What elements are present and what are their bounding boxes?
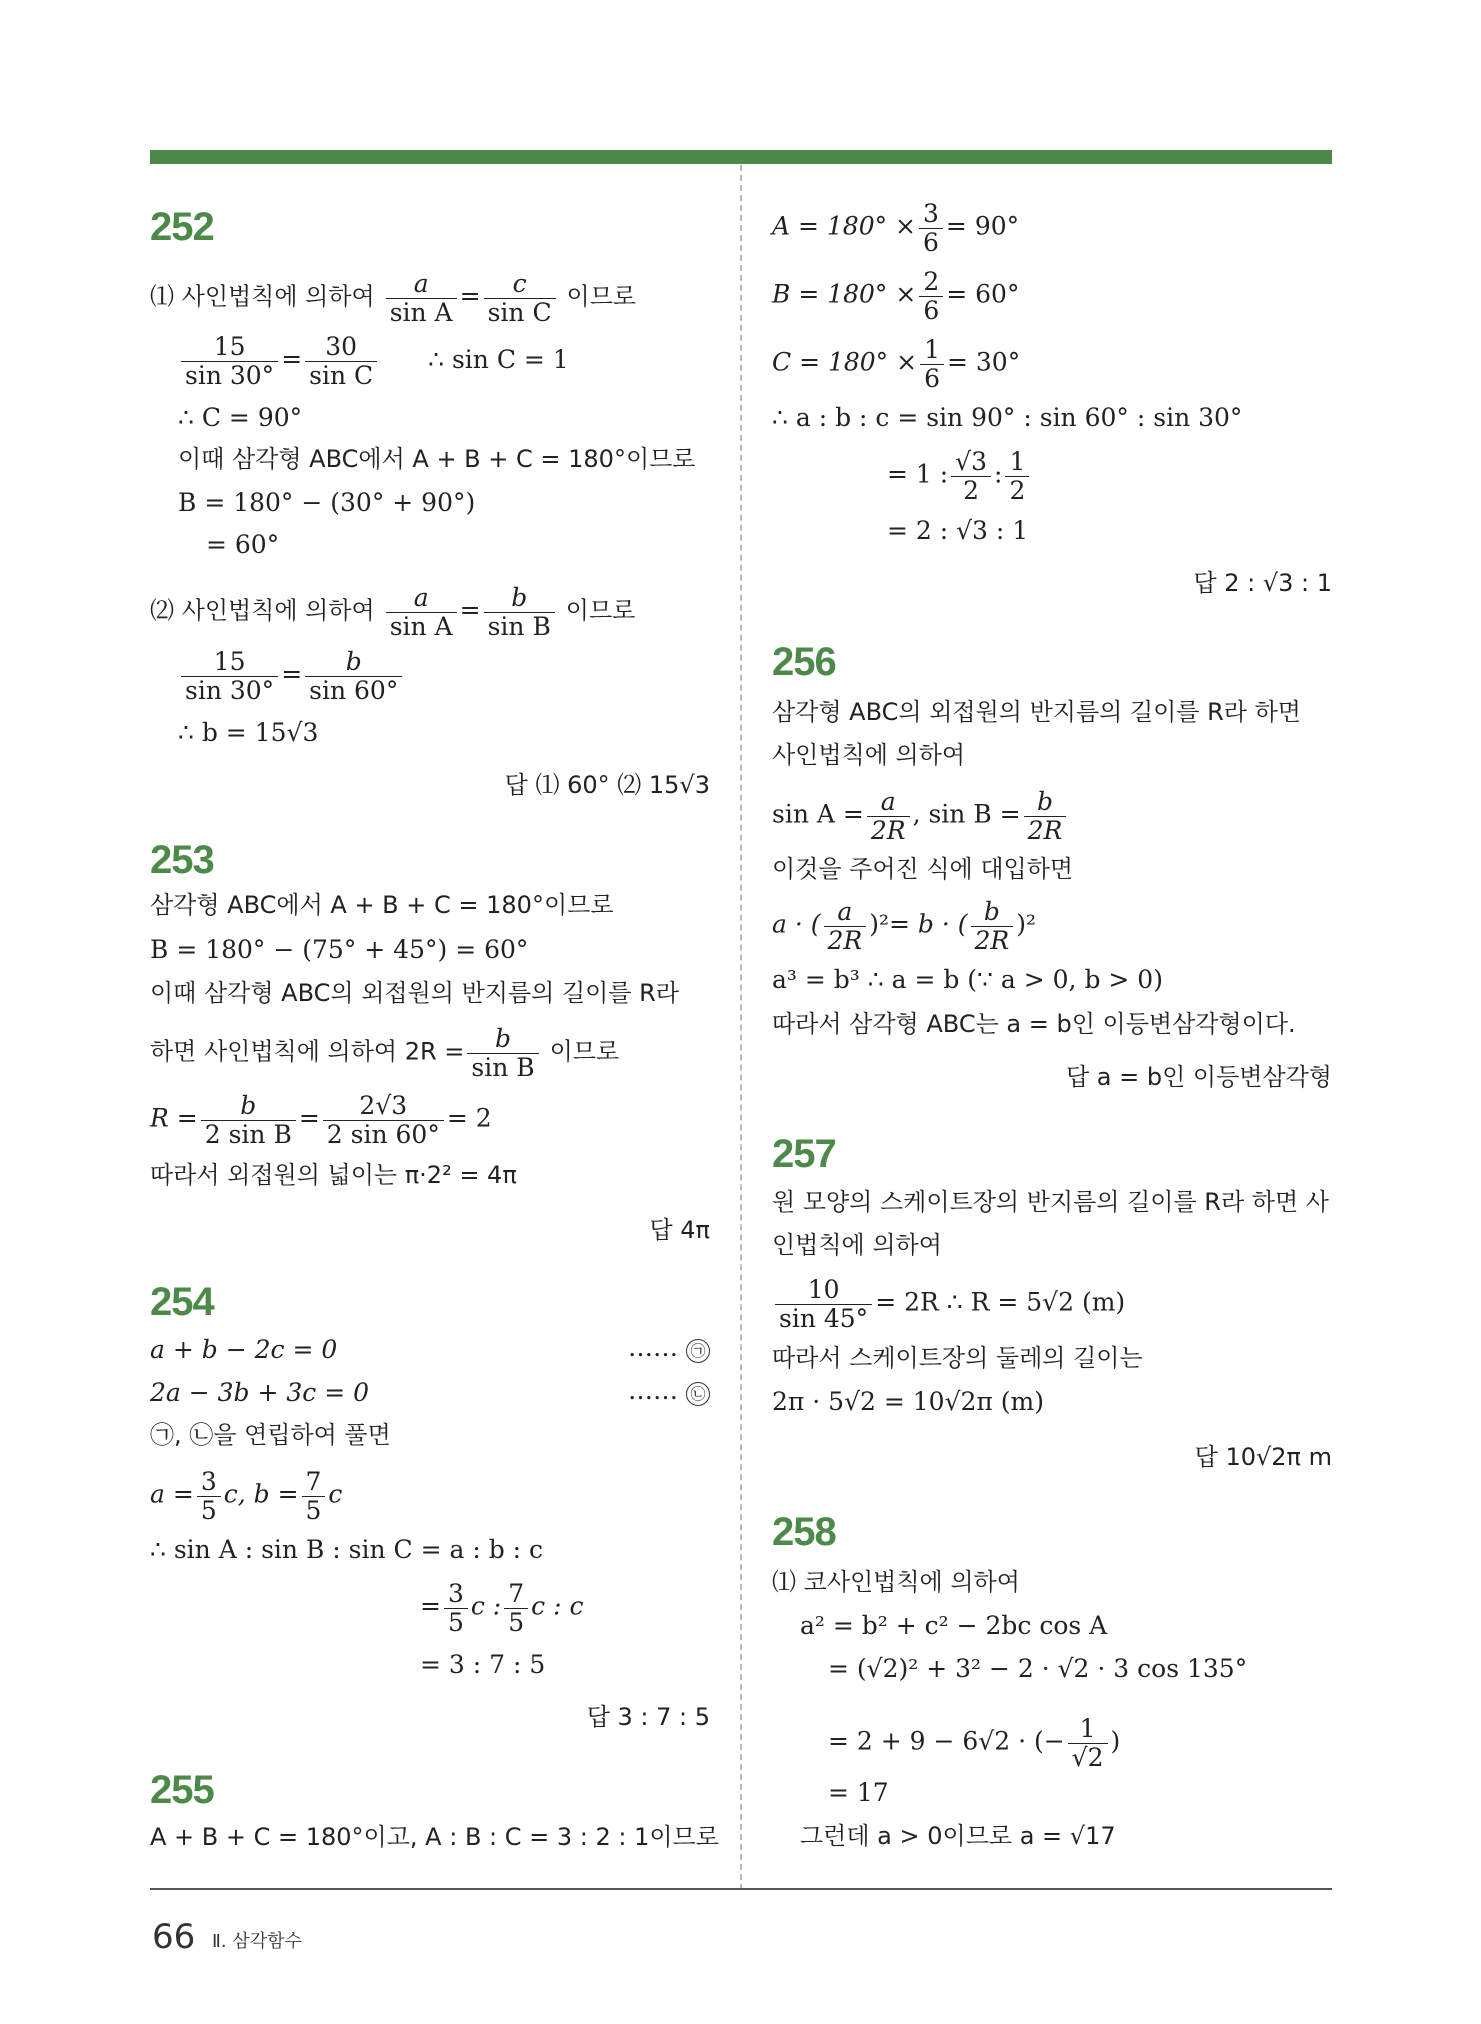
p258-line-6: 그런데 a > 0이므로 a = √17 — [800, 1822, 1116, 1850]
p253-line-5: R = $\frac{b}{\text{2 sin B}}$ = $\frac{2√3}{2 \sin 60^\circ}$ = 2 — [150, 1091, 492, 1149]
frac-1-2: $\frac{1}{2}$ — [1005, 448, 1029, 504]
p252-line-5: B = 180° − (30° + 90°) — [178, 488, 476, 517]
column-divider — [740, 165, 742, 1890]
frac-7-5: $\frac{7}{5}$ — [302, 1468, 326, 1524]
p255-line-r6: = 2 : √3 : 1 — [887, 516, 1029, 545]
p256-line-4: 이것을 주어진 식에 대입하면 — [772, 855, 1074, 883]
p252-line-6: = 60° — [206, 530, 280, 559]
p256-line-1: 삼각형 ABC의 외접원의 반지름의 길이를 R라 하면 — [772, 698, 1301, 726]
p252-line-2: $\frac{15}{\sin 30^\circ}$ = $\frac{30}{\text{sin C}}$ ∴ sin C = 1 — [178, 333, 569, 389]
p255-answer: 답 2 : √3 : 1 — [1193, 569, 1332, 597]
p254-eq-2: 2a − 3b + 3c = 0 — [150, 1378, 370, 1407]
p256-line-2: 사인법칙에 의하여 — [772, 741, 966, 769]
problem-number-253: 253 — [150, 838, 214, 882]
p255-line-1: A + B + C = 180°이고, A : B : C = 3 : 2 : 1이므로 — [150, 1823, 719, 1851]
frac-30-sinC: $\frac{30}{\text{sin C}}$ — [305, 333, 377, 389]
p256-line-3: sin A = $\frac{a}{2R}$ , sin B = $\frac{b}{2R}$ — [772, 788, 1069, 844]
frac-b-2R: $\frac{b}{2R}$ — [1024, 788, 1067, 844]
frac-b-sinB: $\frac{b}{\text{sin B}}$ — [484, 584, 555, 640]
frac-3-5: $\frac{3}{5}$ — [197, 1468, 221, 1524]
p253-line-3: 이때 삼각형 ABC의 외접원의 반지름의 길이를 R라 — [150, 979, 679, 1007]
p256-line-6: a³ = b³ ∴ a = b (∵ a > 0, b > 0) — [772, 965, 1163, 994]
frac-15-sin30-2: $\frac{15}{\sin 30^\circ}$ — [181, 648, 278, 704]
frac-b-sinB-2: $\frac{b}{\text{sin B}}$ — [467, 1025, 538, 1081]
frac-b-2R-b: $\frac{b}{2R}$ — [971, 898, 1014, 954]
frac-3-5-b: $\frac{3}{5}$ — [444, 1580, 468, 1636]
p252-line-8: $\frac{15}{\sin 30^\circ}$ = $\frac{b}{\sin 60^\circ}$ — [178, 648, 405, 704]
frac-a-2R: $\frac{a}{2R}$ — [867, 788, 910, 844]
top-accent-bar — [150, 150, 1332, 164]
frac-1-sqrt2: $\frac{1}{√2}$ — [1068, 1715, 1108, 1771]
p257-line-4: 따라서 스케이트장의 둘레의 길이는 — [772, 1344, 1143, 1372]
problem-number-254: 254 — [150, 1280, 214, 1324]
p254-line-5: ∴ sin A : sin B : sin C = a : b : c — [150, 1535, 544, 1564]
frac-2-6: $\frac{2}{6}$ — [919, 268, 943, 324]
p252-l1-text: ⑴ 사인법칙에 의하여 — [150, 282, 375, 311]
p257-line-3: $\frac{10}{\sin 45^\circ}$ = 2R ∴ R = 5√2 (m) — [772, 1276, 1125, 1332]
p256-line-5: a · ( $\frac{a}{2R}$ )²= b · ( $\frac{b}{2R}$ )² — [772, 897, 1037, 955]
frac-a-2R-b: $\frac{a}{2R}$ — [824, 898, 867, 954]
p257-line-5: 2π · 5√2 = 10√2π (m) — [772, 1387, 1044, 1416]
p254-answer: 답 3 : 7 : 5 — [586, 1703, 710, 1731]
frac-sqrt3-2: $\frac{√3}{2}$ — [951, 448, 991, 504]
p255-line-r3: C = 180° × $\frac{1}{6}$ = 30° — [772, 335, 1021, 393]
p254-line-3: ㉠, ㉡을 연립하여 풀면 — [150, 1421, 391, 1449]
p253-line-1: 삼각형 ABC에서 A + B + C = 180°이므로 — [150, 891, 614, 919]
frac-a-sinA-2: $\frac{a}{\text{sin A}}$ — [386, 584, 457, 640]
p252-line-9: ∴ b = 15√3 — [178, 718, 319, 747]
p255-line-r4: ∴ a : b : c = sin 90° : sin 60° : sin 30° — [772, 403, 1243, 432]
frac-b-sin60: $\frac{b}{\sin 60^\circ}$ — [305, 648, 402, 704]
p253-answer: 답 4π — [649, 1216, 710, 1244]
p254-eq-2-mark: …… ㉡ — [628, 1378, 710, 1406]
p254-eq-1-mark: …… ㉠ — [628, 1335, 710, 1363]
p253-line-4: 하면 사인법칙에 의하여 2R = $\frac{b}{\text{sin B}}$ 이므로 — [150, 1024, 620, 1082]
p258-line-5: = 17 — [828, 1778, 889, 1807]
footer-rule — [150, 1888, 1332, 1890]
p255-line-r5: = 1 : $\frac{√3}{2}$ : $\frac{1}{2}$ — [887, 448, 1032, 504]
problem-number-257: 257 — [772, 1132, 836, 1176]
problem-number-258: 258 — [772, 1510, 836, 1554]
frac-7-5-b: $\frac{7}{5}$ — [504, 1580, 528, 1636]
p255-line-r1: A = 180° × $\frac{3}{6}$ = 90° — [772, 199, 1020, 257]
problem-number-256: 256 — [772, 640, 836, 684]
p258-line-1: ⑴ 코사인법칙에 의하여 — [772, 1568, 1020, 1596]
frac-3-6: $\frac{3}{6}$ — [919, 200, 943, 256]
frac-2sqrt3-2sin60: $\frac{2√3}{2 \sin 60^\circ}$ — [323, 1092, 444, 1148]
p253-line-6: 따라서 외접원의 넓이는 π·2² = 4π — [150, 1161, 517, 1189]
p257-line-2: 인법칙에 의하여 — [772, 1231, 942, 1259]
page-number: 66 — [152, 1917, 196, 1957]
frac-c-sinC: $\frac{c}{\text{sin C}}$ — [484, 270, 556, 326]
p254-line-6: = $\frac{3}{5}$ c : $\frac{7}{5}$ c : c — [420, 1579, 584, 1637]
p257-line-1: 원 모양의 스케이트장의 반지름의 길이를 R라 하면 사 — [772, 1188, 1329, 1216]
p254-line-4: a = $\frac{3}{5}$ c, b = $\frac{7}{5}$ c — [150, 1467, 343, 1525]
p252-line-4: 이때 삼각형 ABC에서 A + B + C = 180°이므로 — [178, 445, 696, 473]
p252-line-3: ∴ C = 90° — [178, 403, 303, 432]
p252-line-1: ⑴ 사인법칙에 의하여 $\frac{a}{\text{sin A}}$ = $\frac{c}{\text{sin C}}$ 이므로 — [150, 269, 637, 327]
frac-b-2sinB: $\frac{b}{\text{2 sin B}}$ — [201, 1092, 296, 1148]
frac-15-sin30: $\frac{15}{\sin 30^\circ}$ — [181, 333, 278, 389]
p252-line-7: ⑵ 사인법칙에 의하여 $\frac{a}{\text{sin A}}$ = $\frac{b}{\text{sin B}}$ 이므로 — [150, 583, 636, 641]
frac-10-sin45: $\frac{10}{\sin 45^\circ}$ — [775, 1276, 872, 1332]
p254-line-7: = 3 : 7 : 5 — [420, 1650, 546, 1679]
chapter-label: Ⅱ. 삼각함수 — [212, 1931, 302, 1952]
problem-number-252: 252 — [150, 205, 214, 249]
p253-line-2: B = 180° − (75° + 45°) = 60° — [150, 935, 529, 964]
p257-answer: 답 10√2π m — [1194, 1443, 1332, 1471]
p255-line-r2: B = 180° × $\frac{2}{6}$ = 60° — [772, 267, 1020, 325]
p258-line-4: = 2 + 9 − 6√2 · (− $\frac{1}{√2}$ ) — [828, 1714, 1121, 1772]
problem-number-255: 255 — [150, 1768, 214, 1812]
p252-answer: 답 ⑴ 60° ⑵ 15√3 — [504, 771, 710, 799]
p258-line-3: = (√2)² + 3² − 2 · √2 · 3 cos 135° — [828, 1654, 1248, 1683]
p256-line-7: 따라서 삼각형 ABC는 a = b인 이등변삼각형이다. — [772, 1010, 1296, 1038]
p254-eq-1: a + b − 2c = 0 — [150, 1335, 338, 1364]
p256-answer: 답 a = b인 이등변삼각형 — [1065, 1063, 1332, 1091]
p258-line-2: a² = b² + c² − 2bc cos A — [800, 1611, 1108, 1640]
frac-1-6: $\frac{1}{6}$ — [920, 336, 944, 392]
frac-a-sinA: $\frac{a}{\text{sin A}}$ — [386, 270, 457, 326]
